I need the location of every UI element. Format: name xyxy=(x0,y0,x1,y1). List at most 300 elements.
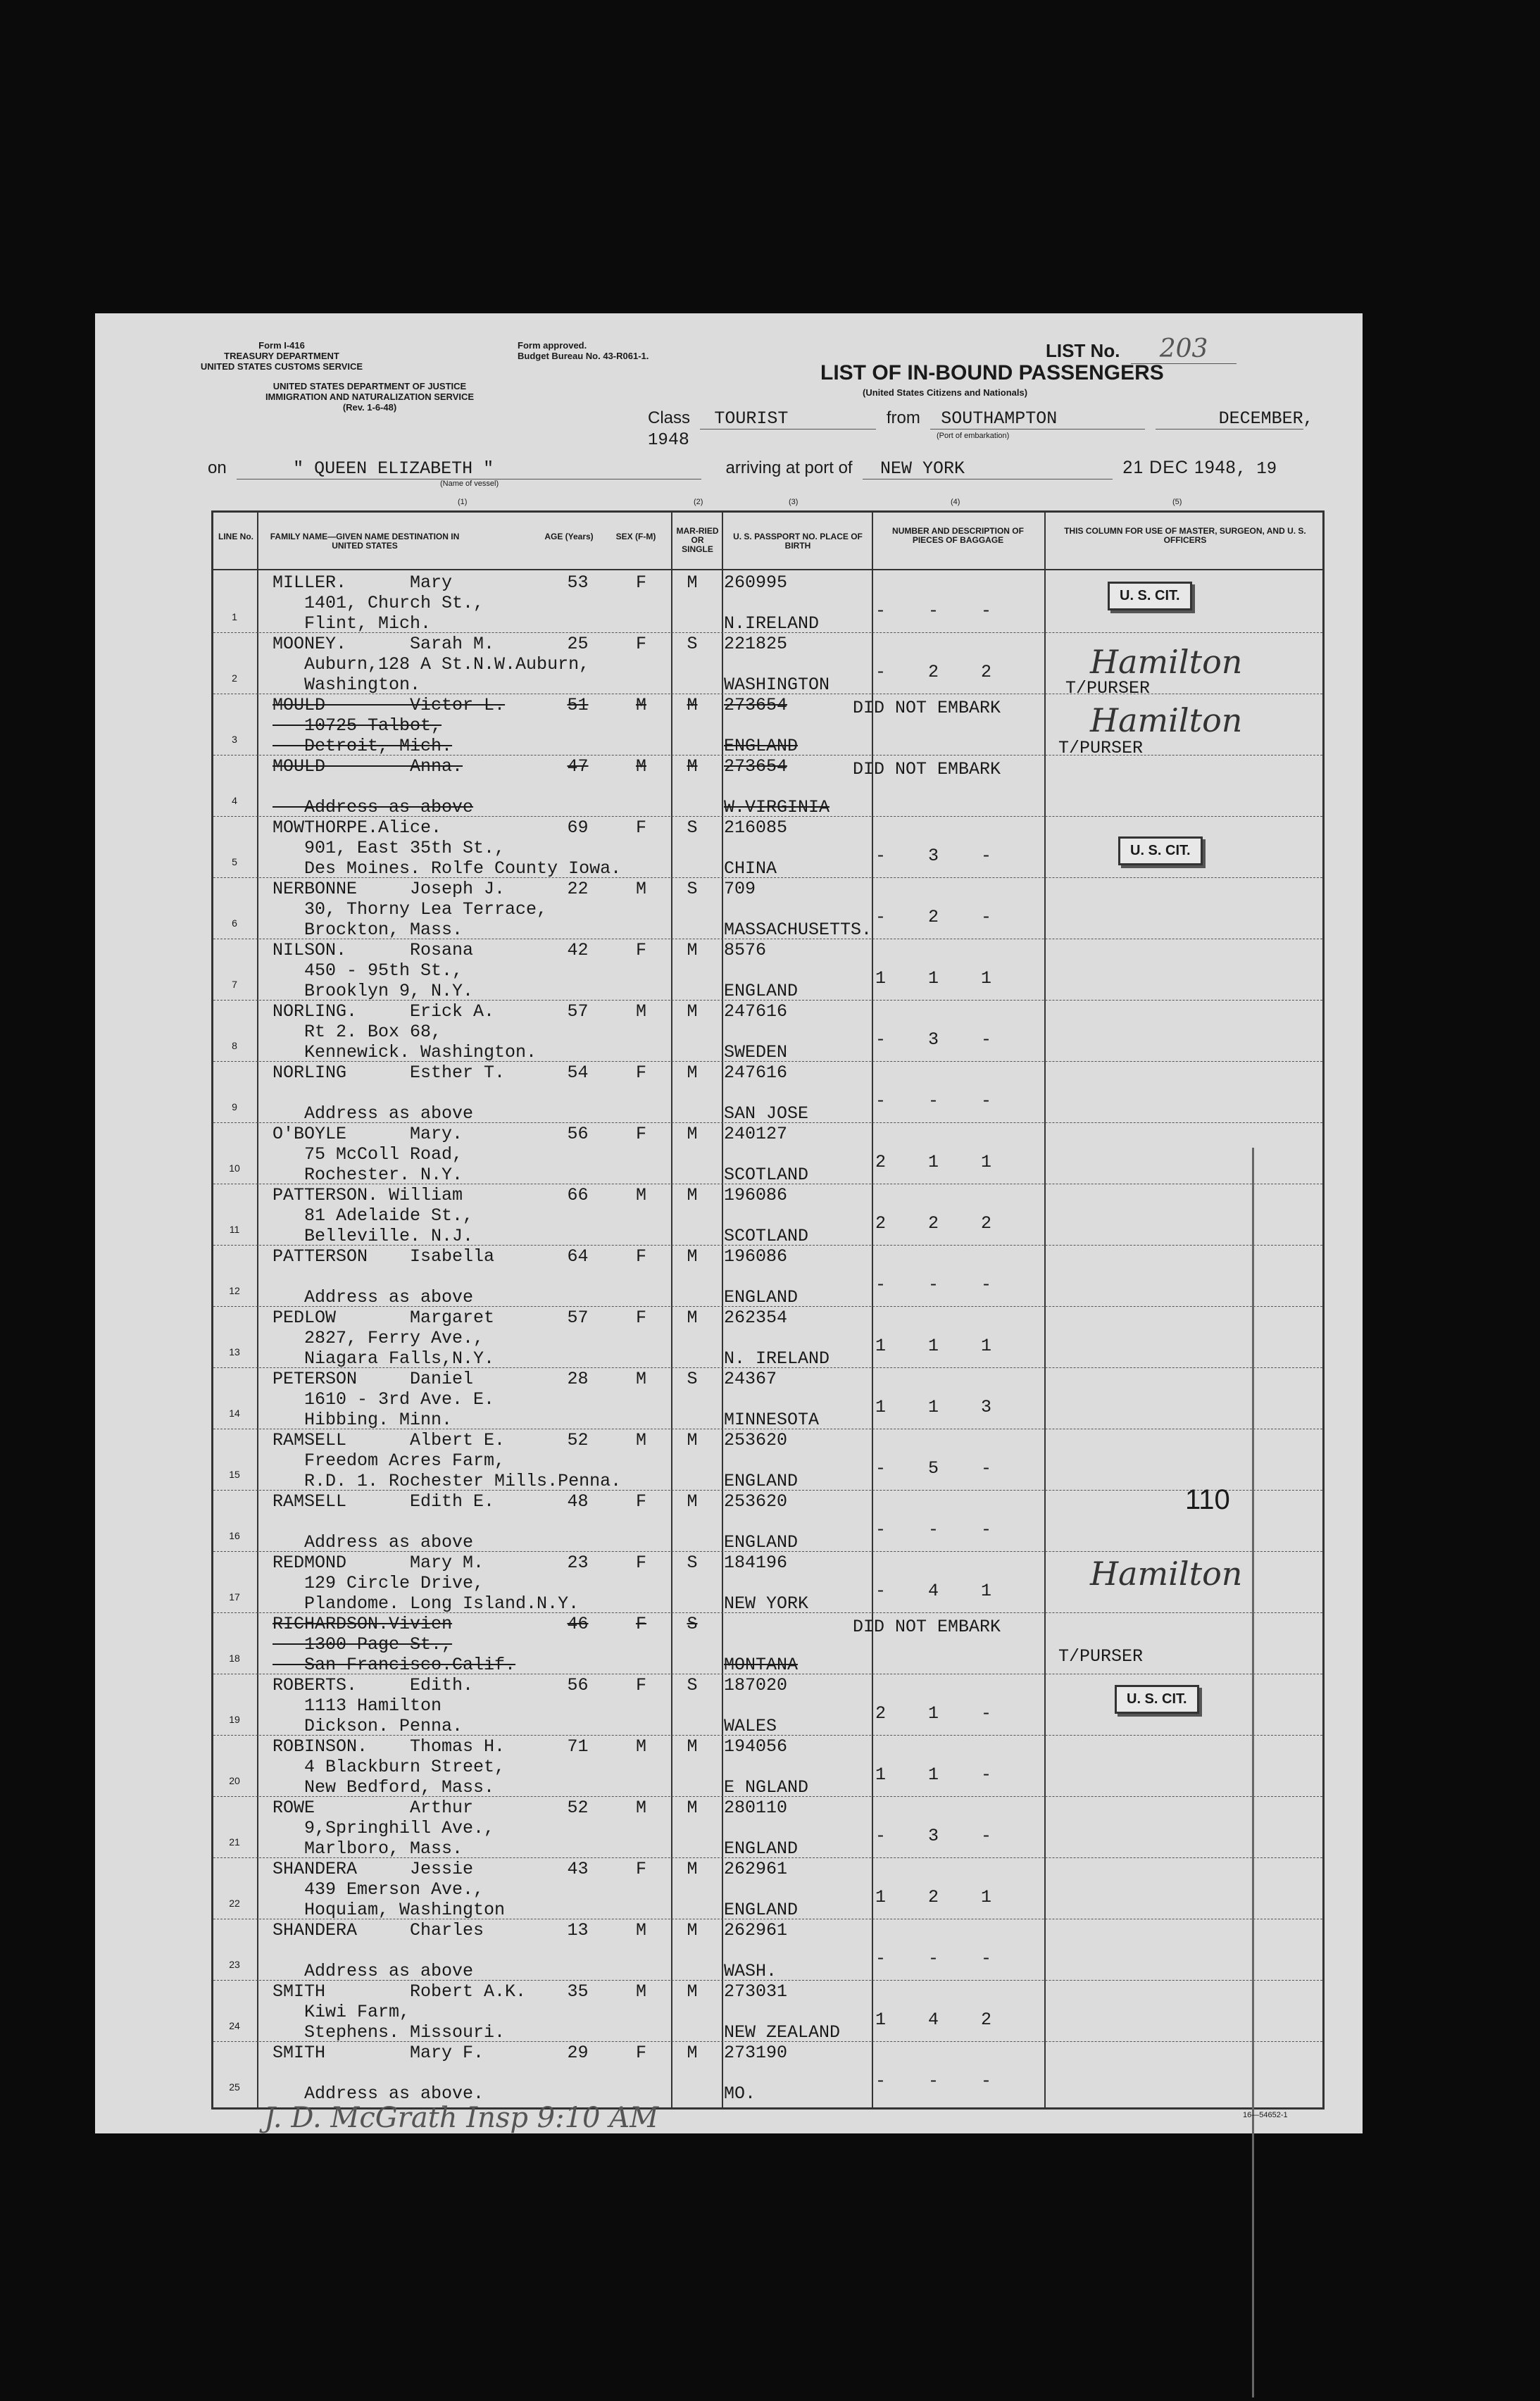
passenger-sex: F xyxy=(635,1308,646,1328)
place-of-birth: ENGLAND xyxy=(724,1471,799,1491)
passport-birth xyxy=(724,1185,808,1246)
passenger-address: 1113 Hamilton xyxy=(273,1695,442,1716)
baggage-count: - - - xyxy=(865,1274,992,1295)
passport-number: 247616 xyxy=(724,1062,788,1083)
line-number: 19 xyxy=(229,1714,240,1725)
column-number: (4) xyxy=(951,498,960,506)
passenger-address: 30, Thorny Lea Terrace, xyxy=(273,899,548,920)
passport-birth xyxy=(724,1798,798,1859)
place-of-birth: MASSACHUSETTS. xyxy=(724,920,872,940)
passport-number: 262354 xyxy=(724,1308,788,1328)
baggage-count: 1 1 - xyxy=(865,1764,992,1785)
passport-number: 240127 xyxy=(724,1124,788,1144)
passenger-name-address xyxy=(273,1614,515,1675)
header-rule xyxy=(213,569,1322,570)
place-of-birth: CHINA xyxy=(724,858,777,879)
list-no-label: LIST No. xyxy=(1046,340,1120,361)
baggage-count: - 3 - xyxy=(865,846,992,866)
passenger-marital: M xyxy=(687,2043,698,2063)
header-name: FAMILY NAME—GIVEN NAME DESTINATION IN UNITED STATES xyxy=(270,532,460,551)
table-row xyxy=(213,940,1322,1001)
line-number: 23 xyxy=(229,1959,240,1970)
passenger-marital: S xyxy=(687,817,698,838)
passenger-age: 35 xyxy=(567,1981,589,2002)
passport-birth xyxy=(724,1246,798,1308)
place-of-birth: MO. xyxy=(724,2083,756,2104)
passenger-marital: M xyxy=(687,1798,698,1818)
row-divider xyxy=(213,1245,1322,1246)
table-row xyxy=(213,2043,1322,2104)
form-approved: Form approved. xyxy=(518,340,587,351)
passenger-age: 23 xyxy=(567,1553,589,1573)
place-of-birth: WALES xyxy=(724,1716,777,1736)
passport-number: 216085 xyxy=(724,817,788,838)
baggage-count: 2 1 1 xyxy=(865,1152,992,1172)
passenger-name-address xyxy=(273,1920,484,1981)
row-divider xyxy=(213,1490,1322,1491)
passenger-address: 450 - 95th St., xyxy=(273,960,463,981)
passenger-address: Dickson. Penna. xyxy=(273,1716,463,1736)
baggage-count: - 2 2 xyxy=(865,662,992,682)
customs-label: UNITED STATES CUSTOMS SERVICE xyxy=(200,361,363,372)
passenger-age: 47 xyxy=(567,756,589,777)
passenger-name-address xyxy=(273,879,547,940)
line-number: 21 xyxy=(229,1836,240,1848)
line-number: 24 xyxy=(229,2020,240,2031)
passenger-address: Kiwi Farm, xyxy=(273,2002,411,2022)
passenger-address: 2827, Ferry Ave., xyxy=(273,1328,484,1348)
budget-number: Budget Bureau No. 43-R061-1. xyxy=(518,351,649,361)
passenger-marital: M xyxy=(687,756,698,777)
passenger-age: 66 xyxy=(567,1185,589,1205)
passenger-address: Stephens. Missouri. xyxy=(273,2022,506,2043)
passport-number: 273654 xyxy=(724,756,788,777)
passenger-sex: M xyxy=(635,756,646,777)
table-row xyxy=(213,1920,1322,1981)
passenger-address: 1401, Church St., xyxy=(273,593,484,613)
passenger-age: 52 xyxy=(567,1798,589,1818)
place-of-birth: ENGLAND xyxy=(724,981,799,1001)
header-age: AGE (Years) xyxy=(544,532,594,541)
line-number: 15 xyxy=(229,1469,240,1480)
passenger-name-address xyxy=(273,1369,494,1430)
passenger-sex: M xyxy=(635,1430,646,1450)
place-of-birth: E NGLAND xyxy=(724,1777,809,1798)
passenger-address: Address as above xyxy=(273,1961,474,1981)
did-not-embark-note: DID NOT EMBARK xyxy=(853,759,1001,779)
place-of-birth: ENGLAND xyxy=(724,1900,799,1920)
passport-number: 247616 xyxy=(724,1001,788,1022)
line-number: 1 xyxy=(232,611,237,622)
passenger-address: R.D. 1. Rochester Mills.Penna. xyxy=(273,1471,622,1491)
passenger-sex: F xyxy=(635,1614,646,1634)
date-year-prefix: , 19 xyxy=(648,410,1314,450)
passport-birth xyxy=(724,1369,819,1430)
passenger-address xyxy=(273,1267,494,1287)
passenger-name-address xyxy=(273,2043,484,2104)
passenger-marital: M xyxy=(687,1001,698,1022)
table-row xyxy=(213,879,1322,940)
row-divider xyxy=(213,1796,1322,1797)
passenger-name: SHANDERA Jessie xyxy=(273,1859,474,1879)
passenger-name: PATTERSON Isabella xyxy=(273,1246,495,1267)
passenger-address: 439 Emerson Ave., xyxy=(273,1879,484,1900)
row-divider xyxy=(213,1367,1322,1368)
baggage-count: 1 1 1 xyxy=(865,968,992,989)
line-number: 14 xyxy=(229,1408,240,1419)
count-stamp: 110 xyxy=(1185,1484,1230,1515)
passenger-name-address xyxy=(273,1798,494,1859)
passenger-marital: M xyxy=(687,1124,698,1144)
approval-note xyxy=(518,340,649,361)
place-of-birth: MINNESOTA xyxy=(724,1410,820,1430)
passenger-name: SMITH Mary F. xyxy=(273,2043,484,2063)
arriving-label: arriving at port of xyxy=(725,458,853,477)
passenger-address xyxy=(273,1083,505,1103)
passenger-age: 28 xyxy=(567,1369,589,1389)
passenger-name: SHANDERA Charles xyxy=(273,1920,484,1941)
passenger-name-address xyxy=(273,634,589,695)
passenger-name: ROWE Arthur xyxy=(273,1798,474,1818)
passenger-age: 42 xyxy=(567,940,589,960)
line-number: 5 xyxy=(232,856,237,867)
passenger-name-address xyxy=(273,1675,473,1736)
passport-birth xyxy=(724,756,830,817)
passport-number: 273654 xyxy=(724,695,788,715)
passenger-name-address xyxy=(273,1736,505,1798)
passenger-address: 901, East 35th St., xyxy=(273,838,506,858)
row-divider xyxy=(213,1980,1322,1981)
table-row xyxy=(213,1430,1322,1491)
passport-birth xyxy=(724,1675,787,1736)
passenger-age: 64 xyxy=(567,1246,589,1267)
purser-title: T/PURSER xyxy=(1065,678,1151,698)
passport-number: 280110 xyxy=(724,1798,788,1818)
passenger-sex: F xyxy=(635,1553,646,1573)
place-of-birth: SAN JOSE xyxy=(724,1103,809,1124)
us-citizen-stamp: U. S. CIT. xyxy=(1108,582,1192,610)
passenger-sex: M xyxy=(635,1798,646,1818)
baggage-count: - - - xyxy=(865,601,992,621)
passenger-age: 56 xyxy=(567,1675,589,1695)
passenger-name: PEDLOW Margaret xyxy=(273,1308,495,1328)
passenger-name: MOULD Victor L. xyxy=(273,695,506,715)
passenger-sex: F xyxy=(635,2043,646,2063)
header-sex: SEX (F-M) xyxy=(615,532,656,541)
passenger-address: Kennewick. Washington. xyxy=(273,1042,537,1062)
passenger-address: Belleville. N.J. xyxy=(273,1226,474,1246)
vessel-line xyxy=(208,458,1277,479)
passenger-age: 56 xyxy=(567,1124,589,1144)
passport-birth xyxy=(724,817,787,879)
ins-label: IMMIGRATION AND NATURALIZATION SERVICE xyxy=(265,391,475,402)
passport-birth xyxy=(724,634,830,695)
table-row xyxy=(213,1981,1322,2043)
passenger-address xyxy=(273,2063,484,2083)
baggage-count: 2 2 2 xyxy=(865,1213,992,1234)
baggage-count: - - - xyxy=(865,1519,992,1540)
passport-birth xyxy=(724,2043,787,2104)
passenger-address: Address as above xyxy=(273,797,474,817)
passenger-sex: F xyxy=(635,817,646,838)
column-number: (2) xyxy=(694,498,703,506)
line-number: 4 xyxy=(232,795,237,806)
passport-number: 194056 xyxy=(724,1736,788,1757)
arrival-date-stamp: 21 DEC 1948 xyxy=(1122,458,1237,477)
passenger-marital: M xyxy=(687,1736,698,1757)
baggage-count: - - - xyxy=(865,1948,992,1969)
place-of-birth: NEW ZEALAND xyxy=(724,2022,841,2043)
list-no-value: 203 xyxy=(1131,334,1237,364)
passenger-name: RICHARDSON.Vivien xyxy=(273,1614,453,1634)
passenger-address: Washington. xyxy=(273,675,421,695)
passport-birth xyxy=(724,879,872,940)
passenger-address: 81 Adelaide St., xyxy=(273,1205,474,1226)
justice-label: UNITED STATES DEPARTMENT OF JUSTICE xyxy=(273,381,467,391)
line-number: 16 xyxy=(229,1530,240,1541)
passenger-marital: M xyxy=(687,1246,698,1267)
passenger-age: 54 xyxy=(567,1062,589,1083)
purser-title: T/PURSER xyxy=(1058,738,1144,758)
passport-birth xyxy=(724,1981,840,2043)
passenger-age: 22 xyxy=(567,879,589,899)
passenger-address: 1300 Page St., xyxy=(273,1634,453,1655)
passenger-sex: F xyxy=(635,1246,646,1267)
passenger-name-address xyxy=(273,1246,494,1308)
passport-birth xyxy=(724,1124,808,1185)
passenger-sex: F xyxy=(635,940,646,960)
passenger-age: 48 xyxy=(567,1491,589,1512)
passenger-marital: S xyxy=(687,1553,698,1573)
passenger-address: Auburn,128 A St.N.W.Auburn, xyxy=(273,654,590,675)
passenger-marital: M xyxy=(687,940,698,960)
passport-number: 24367 xyxy=(724,1369,777,1389)
passenger-name-address xyxy=(273,1001,537,1062)
passport-number: 196086 xyxy=(724,1185,788,1205)
row-divider xyxy=(213,2041,1322,2042)
passenger-name: RAMSELL Albert E. xyxy=(273,1430,506,1450)
passenger-age: 29 xyxy=(567,2043,589,2063)
row-divider xyxy=(213,1122,1322,1123)
passenger-address: Address as above. xyxy=(273,2083,484,2104)
passenger-name-address xyxy=(273,1553,579,1614)
passenger-address xyxy=(273,1941,484,1961)
baggage-count: - 3 - xyxy=(865,1029,992,1050)
row-divider xyxy=(213,1061,1322,1062)
passenger-name: MOWTHORPE.Alice. xyxy=(273,817,442,838)
column-number: (5) xyxy=(1172,498,1182,506)
passenger-age: 43 xyxy=(567,1859,589,1879)
passport-birth xyxy=(724,572,819,634)
baggage-count: - 2 - xyxy=(865,907,992,927)
document-subtitle: (United States Citizens and Nationals) xyxy=(863,387,1028,398)
class-value: TOURIST xyxy=(700,408,876,430)
passenger-marital: S xyxy=(687,1369,698,1389)
passport-birth xyxy=(724,1001,787,1062)
passenger-marital: M xyxy=(687,1430,698,1450)
purser-signature: Hamilton xyxy=(1090,1555,1243,1593)
passenger-name-address xyxy=(273,756,473,817)
passenger-age: 69 xyxy=(567,817,589,838)
passenger-address: Hoquiam, Washington xyxy=(273,1900,506,1920)
passenger-age: 57 xyxy=(567,1001,589,1022)
passenger-sex: F xyxy=(635,1062,646,1083)
passenger-address xyxy=(273,777,473,797)
purser-title: T/PURSER xyxy=(1058,1646,1144,1667)
passenger-marital: S xyxy=(687,879,698,899)
passenger-name: NORLING. Erick A. xyxy=(273,1001,495,1022)
table-row xyxy=(213,1736,1322,1798)
baggage-count: 1 2 1 xyxy=(865,1887,992,1907)
row-divider xyxy=(213,1857,1322,1858)
footer-code: 16—54652-1 xyxy=(1243,2111,1288,2119)
passport-number xyxy=(724,1614,798,1634)
passenger-address: Address as above xyxy=(273,1287,474,1308)
passenger-age: 51 xyxy=(567,695,589,715)
baggage-count: - 4 1 xyxy=(865,1581,992,1601)
revision-label: (Rev. 1-6-48) xyxy=(342,402,397,413)
passenger-address: Marlboro, Mass. xyxy=(273,1838,463,1859)
passport-number: 187020 xyxy=(724,1675,788,1695)
line-number: 2 xyxy=(232,672,237,684)
passenger-address: Plandome. Long Island.N.Y. xyxy=(273,1593,580,1614)
baggage-count: - - - xyxy=(865,2071,992,2091)
passenger-address: Brockton, Mass. xyxy=(273,920,463,940)
passenger-marital: M xyxy=(687,1308,698,1328)
passenger-marital: S xyxy=(687,634,698,654)
passenger-address: Rt 2. Box 68, xyxy=(273,1022,442,1042)
passenger-sex: F xyxy=(635,572,646,593)
line-number: 13 xyxy=(229,1346,240,1358)
passenger-name: NILSON. Rosana xyxy=(273,940,474,960)
passenger-name: PETERSON Daniel xyxy=(273,1369,474,1389)
arrival-suffix: , 19 xyxy=(1236,460,1277,479)
line-number: 18 xyxy=(229,1653,240,1664)
passenger-name: NERBONNE Joseph J. xyxy=(273,879,506,899)
passport-number: 221825 xyxy=(724,634,788,654)
passenger-address: Niagara Falls,N.Y. xyxy=(273,1348,495,1369)
passenger-age: 25 xyxy=(567,634,589,654)
row-divider xyxy=(213,1000,1322,1001)
row-divider xyxy=(213,816,1322,817)
passenger-sex: M xyxy=(635,1185,646,1205)
passport-birth xyxy=(724,1614,798,1675)
line-number: 25 xyxy=(229,2081,240,2093)
passport-birth xyxy=(724,1430,798,1491)
place-of-birth: W.VIRGINIA xyxy=(724,797,830,817)
us-citizen-stamp: U. S. CIT. xyxy=(1115,1685,1199,1714)
passenger-sex: M xyxy=(635,1920,646,1941)
passenger-address: Hibbing. Minn. xyxy=(273,1410,453,1430)
passenger-marital: M xyxy=(687,1981,698,2002)
passenger-address: 9,Springhill Ave., xyxy=(273,1818,495,1838)
passenger-name-address xyxy=(273,572,484,634)
passenger-sex: M xyxy=(635,1981,646,2002)
line-number: 11 xyxy=(229,1224,240,1235)
row-divider xyxy=(213,755,1322,756)
passport-birth xyxy=(724,1491,798,1553)
passenger-marital: S xyxy=(687,1614,698,1634)
passport-number: 709 xyxy=(724,879,756,899)
baggage-count: 2 1 - xyxy=(865,1703,992,1724)
class-line xyxy=(648,408,1363,450)
passport-number: 253620 xyxy=(724,1491,788,1512)
passenger-address: Address as above xyxy=(273,1532,474,1553)
passport-birth xyxy=(724,1736,808,1798)
passenger-sex: M xyxy=(635,695,646,715)
passenger-marital: M xyxy=(687,1185,698,1205)
passenger-sex: F xyxy=(635,1124,646,1144)
passenger-table xyxy=(211,510,1325,2110)
table-row xyxy=(213,1308,1322,1369)
passenger-marital: M xyxy=(687,1062,698,1083)
passport-number: 273031 xyxy=(724,1981,788,2002)
passport-birth xyxy=(724,1553,808,1614)
line-number: 6 xyxy=(232,917,237,929)
vessel-caption: (Name of vessel) xyxy=(440,479,499,488)
line-number: 10 xyxy=(229,1162,240,1174)
form-header-left xyxy=(165,340,398,372)
passenger-list-page xyxy=(95,313,1363,2133)
passport-birth xyxy=(724,1308,830,1369)
place-of-birth: SWEDEN xyxy=(724,1042,788,1062)
table-row xyxy=(213,1369,1322,1430)
passenger-marital: S xyxy=(687,1675,698,1695)
passenger-marital: M xyxy=(687,1920,698,1941)
arriving-port: NEW YORK xyxy=(863,458,1113,479)
vessel-name: " QUEEN ELIZABETH " xyxy=(237,458,701,479)
header-line-no: LINE No. xyxy=(218,532,253,541)
passenger-sex: M xyxy=(635,1736,646,1757)
passenger-age: 52 xyxy=(567,1430,589,1450)
purser-signature: Hamilton xyxy=(1090,701,1243,739)
table-row xyxy=(213,1614,1322,1675)
passport-number: 8576 xyxy=(724,940,767,960)
passport-birth xyxy=(724,1859,798,1920)
column-number: (1) xyxy=(458,498,468,506)
passenger-address: New Bedford, Mass. xyxy=(273,1777,495,1798)
passenger-address: 129 Circle Drive, xyxy=(273,1573,484,1593)
place-of-birth: NEW YORK xyxy=(724,1593,809,1614)
passenger-name-address xyxy=(273,1124,463,1185)
passenger-address: Flint, Mich. xyxy=(273,613,432,634)
passenger-address: Brooklyn 9, N.Y. xyxy=(273,981,474,1001)
line-number: 9 xyxy=(232,1101,237,1112)
place-of-birth: WASH. xyxy=(724,1961,777,1981)
passport-birth xyxy=(724,940,798,1001)
place-of-birth: N.IRELAND xyxy=(724,613,820,634)
baggage-count: - 3 - xyxy=(865,1826,992,1846)
line-number: 22 xyxy=(229,1898,240,1909)
did-not-embark-note: DID NOT EMBARK xyxy=(853,1617,1001,1637)
passenger-address: 75 McColl Road, xyxy=(273,1144,463,1165)
passenger-name: PATTERSON. William xyxy=(273,1185,463,1205)
passenger-name-address xyxy=(273,1308,494,1369)
passenger-address: Detroit, Mich. xyxy=(273,736,453,756)
passport-number: 273190 xyxy=(724,2043,788,2063)
passenger-marital: M xyxy=(687,695,698,715)
passport-birth xyxy=(724,1062,808,1124)
passenger-sex: F xyxy=(635,1675,646,1695)
passenger-address: San Francisco.Calif. xyxy=(273,1655,516,1675)
list-number xyxy=(1046,334,1237,364)
passenger-address: 10725 Talbot, xyxy=(273,715,442,736)
line-number: 20 xyxy=(229,1775,240,1786)
passenger-sex: M xyxy=(635,1001,646,1022)
port-embark-caption: (Port of embarkation) xyxy=(937,432,1010,440)
line-number: 8 xyxy=(232,1040,237,1051)
table-row xyxy=(213,1491,1322,1553)
